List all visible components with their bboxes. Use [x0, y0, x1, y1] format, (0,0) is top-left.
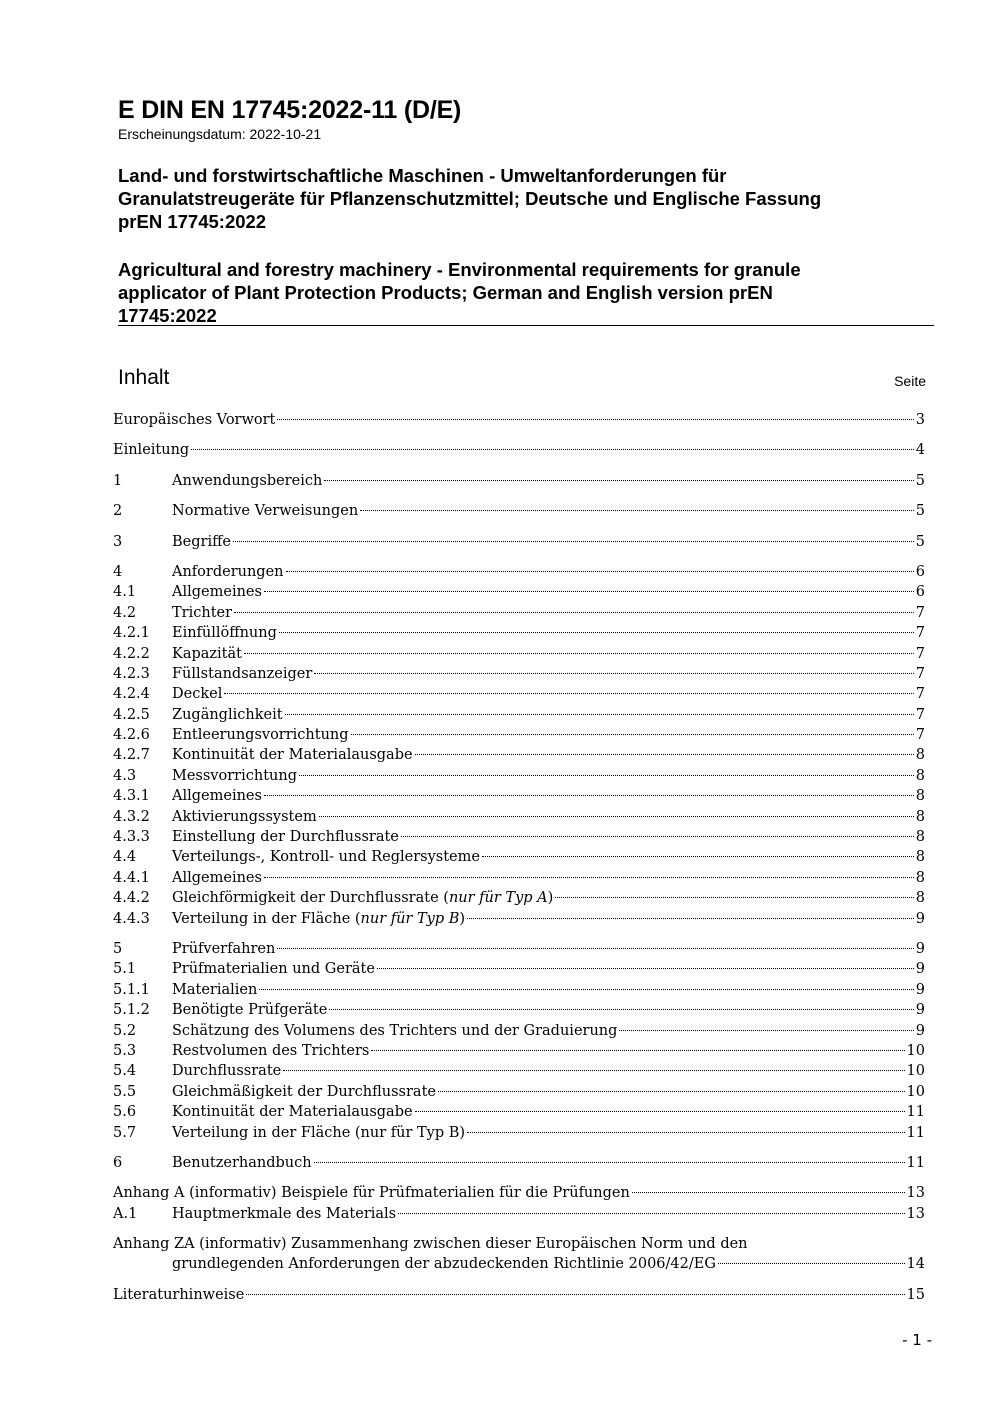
toc-entry-page: 3	[915, 412, 925, 428]
toc-entry-title-text: Prüfverfahren	[172, 940, 276, 957]
toc-entry-title	[172, 705, 283, 725]
toc-dot-leader	[283, 1070, 904, 1071]
toc-dot-leader	[324, 480, 913, 481]
toc-dot-leader	[398, 1213, 904, 1214]
toc-entry-page: 8	[915, 788, 925, 805]
toc-entry-title-text: Gleichförmigkeit der Durchflussrate (	[172, 890, 449, 907]
title-german-line: Land- und forstwirtschaftliche Maschinen - Umweltanforderungen für	[118, 165, 727, 186]
toc-entry-page: 15	[906, 1286, 925, 1303]
toc-entry-title	[172, 888, 553, 908]
toc-entry-title-continuation	[113, 1254, 925, 1274]
toc-entry-number: 6	[113, 1154, 123, 1171]
toc-dot-leader	[259, 989, 913, 990]
toc-entry[interactable]	[113, 1082, 925, 1102]
toc-dot-leader	[467, 1132, 904, 1133]
toc-entry-title	[172, 786, 262, 806]
toc-entry-number: 5.2	[113, 1022, 137, 1039]
toc-entry-title-text: Kontinuität der Materialausgabe	[172, 747, 413, 764]
toc-dot-leader	[264, 591, 914, 592]
title-divider	[118, 325, 934, 326]
toc-dot-leader	[246, 1294, 904, 1295]
toc-entry-title-text: Schätzung des Volumens des Trichters und der Graduierung	[172, 1022, 618, 1039]
toc-entry-number: 3	[113, 533, 123, 550]
toc-entry-title-text: Füllstandsanzeiger	[172, 665, 313, 682]
toc-dot-leader	[438, 1091, 905, 1092]
toc-entry-title	[172, 532, 231, 552]
toc-entry-title-text: Trichter	[172, 604, 233, 621]
title-german	[118, 164, 938, 233]
toc-entry-page: 14	[906, 1256, 925, 1273]
page-number: - 1 -	[902, 1331, 932, 1349]
toc-entry-title	[172, 1041, 369, 1061]
toc-entry-number: 4.4	[113, 849, 137, 866]
toc-entry-page: 13	[906, 1205, 925, 1222]
toc-entry-title	[172, 909, 465, 929]
toc-entry[interactable]	[113, 684, 925, 704]
toc-entry-page: 9	[915, 910, 925, 927]
toc-entry-title-text: Deckel	[172, 686, 223, 703]
toc-dot-leader	[360, 510, 914, 511]
toc-entry-page: 8	[915, 869, 925, 886]
toc-dot-leader	[619, 1030, 913, 1031]
toc-entry[interactable]	[113, 532, 925, 552]
toc-entry-number: 4.2.3	[113, 665, 150, 682]
toc-entry-number: 4.3.2	[113, 808, 150, 825]
toc-entry[interactable]	[113, 909, 925, 929]
toc-dot-leader	[415, 1111, 905, 1112]
toc-entry-title: grundlegenden Anforderungen der abzudeckenden Richtlinie 2006/42/EG	[172, 1256, 716, 1273]
toc-entry-title	[172, 1082, 436, 1102]
toc-entry-title-text: Anforderungen	[172, 563, 284, 580]
toc-entry[interactable]	[113, 582, 925, 602]
toc-entry-number: 4.2.4	[113, 686, 150, 703]
toc-dot-leader	[286, 571, 914, 572]
toc-entry-number: 4.1	[113, 584, 137, 601]
toc-entry-title-text: Einstellung der Durchflussrate	[172, 829, 399, 846]
toc-entry[interactable]	[113, 847, 925, 867]
toc-entry[interactable]	[113, 664, 925, 684]
toc-entry-title-end: )	[459, 910, 466, 927]
toc-entry-page: 8	[915, 829, 925, 846]
toc-entry[interactable]	[113, 1183, 925, 1203]
toc-entry-title-text: Anwendungsbereich	[172, 472, 323, 489]
toc-dot-leader	[224, 693, 913, 694]
toc-entry-title	[172, 603, 232, 623]
toc-dot-leader	[299, 775, 914, 776]
toc-entry-title	[172, 1061, 281, 1081]
toc-entry-number: 4.2.1	[113, 625, 150, 642]
toc-entry-page: 7	[915, 727, 925, 744]
toc-entry-number: 4	[113, 563, 123, 580]
toc-entry-title-text: Restvolumen des Trichters	[172, 1042, 370, 1059]
toc-entry-title-italic: nur für Typ A	[448, 890, 548, 907]
toc-entry-page: 13	[906, 1185, 925, 1202]
toc-entry-number: A.1	[113, 1205, 138, 1222]
toc-entry-page: 7	[915, 686, 925, 703]
toc-entry-number: 5.1.1	[113, 981, 150, 998]
toc-entry-title	[113, 1183, 630, 1203]
toc-dot-leader	[279, 632, 914, 633]
toc-entry-title	[172, 745, 413, 765]
toc-entry[interactable]	[113, 1021, 925, 1041]
toc-entry-title-text: Verteilung in der Fläche (nur für Typ B)	[172, 1124, 466, 1141]
toc-dot-leader	[718, 1263, 905, 1264]
toc-entry-page: 4	[915, 442, 925, 459]
toc-entry-number: 5	[113, 940, 123, 957]
toc-entry-page: 9	[915, 961, 925, 978]
toc-entry-title	[172, 766, 297, 786]
toc-entry[interactable]	[113, 766, 925, 786]
toc-dot-leader	[191, 449, 914, 450]
toc-entry-page: 9	[915, 1002, 925, 1019]
toc-dot-leader	[233, 541, 914, 542]
toc-entry-title	[172, 664, 312, 684]
toc-dot-leader	[285, 714, 914, 715]
toc-entry-title	[172, 623, 277, 643]
toc-entry[interactable]	[113, 786, 925, 806]
toc-dot-leader	[555, 897, 913, 898]
toc-entry[interactable]	[113, 959, 925, 979]
toc-entry-title	[113, 440, 189, 460]
toc-entry-page: 6	[915, 563, 925, 580]
toc-entry-title	[113, 410, 275, 430]
toc-entry[interactable]	[113, 888, 925, 908]
toc-entry[interactable]	[113, 440, 925, 460]
toc-entry-page: 11	[906, 1104, 925, 1121]
toc-entry-number: 5.1	[113, 961, 137, 978]
toc-entry-page: 7	[915, 706, 925, 723]
toc-entry-number: 5.3	[113, 1042, 137, 1059]
toc-entry[interactable]	[113, 939, 925, 959]
toc-entry-page: 7	[915, 604, 925, 621]
toc-entry[interactable]	[113, 827, 925, 847]
toc-dot-leader	[234, 612, 914, 613]
toc-entry-number: 1	[113, 472, 123, 489]
toc-entry-title	[172, 1204, 396, 1224]
toc-entry-title-text: Benötigte Prüfgeräte	[172, 1002, 328, 1019]
toc-entry-title-text: Kapazität	[172, 645, 242, 662]
toc-entry-annex-za[interactable]	[113, 1234, 925, 1275]
toc-entry-number: 4.2	[113, 604, 137, 621]
toc-entry[interactable]	[113, 807, 925, 827]
toc-entry-number: 4.3.3	[113, 829, 150, 846]
title-english	[118, 258, 938, 327]
title-english-line: 17745:2022	[118, 305, 217, 326]
toc-entry-page: 7	[915, 645, 925, 662]
toc-entry-number: 4.2.7	[113, 747, 150, 764]
toc-entry-number: 4.3.1	[113, 788, 150, 805]
toc-entry-title-text: Europäisches Vorwort	[113, 412, 276, 428]
toc-entry-annex-za-wrap	[113, 1234, 925, 1275]
toc-dot-leader	[377, 968, 914, 969]
toc-entry-title-text: Verteilung in der Fläche (	[172, 910, 361, 927]
toc-entry-title	[172, 1123, 465, 1143]
toc-entry-page: 8	[915, 890, 925, 907]
toc-entry-page: 7	[915, 665, 925, 682]
toc-entry-number: 5.1.2	[113, 1002, 150, 1019]
toc-entry-title	[172, 868, 262, 888]
toc-entry-title	[172, 725, 349, 745]
toc-entry-page: 8	[915, 747, 925, 764]
toc-entry-number: 4.3	[113, 767, 137, 784]
toc-entry-title-text: Prüfmaterialien und Geräte	[172, 961, 375, 978]
table-of-contents	[113, 410, 925, 1305]
toc-entry[interactable]	[113, 562, 925, 582]
toc-entry-title-text: Kontinuität der Materialausgabe	[172, 1104, 413, 1121]
toc-entry[interactable]	[113, 1123, 925, 1143]
toc-entry-title	[172, 644, 242, 664]
toc-entry-title: Anhang ZA (informativ) Zusammenhang zwischen dieser Europäischen Norm und den	[113, 1236, 748, 1253]
publication-date: Erscheinungsdatum: 2022-10-21	[118, 126, 322, 142]
toc-entry-number: 4.2.6	[113, 727, 150, 744]
toc-dot-leader	[467, 918, 914, 919]
title-german-line: prEN 17745:2022	[118, 211, 267, 232]
toc-entry-number: 5.4	[113, 1063, 137, 1080]
toc-entry-number: 5.5	[113, 1083, 137, 1100]
title-german-line: Granulatstreugeräte für Pflanzenschutzmittel; Deutsche und Englische Fassung	[118, 188, 822, 209]
toc-dot-leader	[371, 1050, 904, 1051]
toc-entry-title: Literaturhinweise	[113, 1286, 245, 1303]
toc-entry-page: 5	[915, 472, 925, 489]
toc-entry[interactable]	[113, 705, 925, 725]
toc-entry-number: 4.4.2	[113, 890, 150, 907]
toc-dot-leader	[314, 673, 913, 674]
toc-entry-page: 10	[906, 1083, 925, 1100]
title-english-line: applicator of Plant Protection Products; German and English version prEN	[118, 282, 773, 303]
toc-entry-title	[172, 1000, 327, 1020]
toc-entry-title-text: Messvorrichtung	[172, 767, 297, 784]
toc-entry[interactable]	[113, 1061, 925, 1081]
document-id: E DIN EN 17745:2022-11 (D/E)	[118, 96, 462, 124]
toc-entry-page: 9	[915, 940, 925, 957]
toc-entry[interactable]	[113, 1000, 925, 1020]
toc-entry-page: 8	[915, 767, 925, 784]
toc-entry-title-text: Benutzerhandbuch	[172, 1154, 312, 1171]
toc-entry[interactable]	[113, 980, 925, 1000]
toc-entry-page: 8	[915, 849, 925, 866]
toc-entry-title	[172, 980, 257, 1000]
toc-entry[interactable]	[113, 1204, 925, 1224]
toc-dot-leader	[319, 816, 914, 817]
toc-entry-title-text: Begriffe	[172, 533, 231, 550]
toc-entry-title-text: Allgemeines	[172, 788, 262, 805]
toc-dot-leader	[277, 419, 913, 420]
toc-entry-page: 7	[915, 625, 925, 642]
toc-entry-number: 4.4.1	[113, 869, 150, 886]
toc-dot-leader	[314, 1162, 905, 1163]
toc-entry-number: 4.4.3	[113, 910, 150, 927]
toc-heading: Inhalt	[118, 366, 170, 389]
toc-entry-page: 5	[915, 503, 925, 520]
toc-entry-title-text: Verteilungs-, Kontroll- und Reglersysteme	[172, 849, 480, 866]
toc-entry-number: 5.7	[113, 1124, 137, 1141]
toc-dot-leader	[264, 795, 914, 796]
toc-entry-title	[172, 1153, 312, 1173]
toc-entry[interactable]	[113, 501, 925, 521]
toc-entry-title	[172, 807, 317, 827]
toc-dot-leader	[244, 653, 914, 654]
toc-entry[interactable]	[113, 1102, 925, 1122]
toc-entry[interactable]	[113, 725, 925, 745]
toc-entry-title-text: Allgemeines	[172, 869, 262, 886]
toc-entry-title	[172, 471, 322, 491]
toc-entry-title-text: Anhang A (informativ) Beispiele für Prüfmaterialien für die Prüfungen	[113, 1185, 630, 1202]
toc-dot-leader	[329, 1009, 913, 1010]
toc-entry-title	[172, 582, 262, 602]
toc-dot-leader	[401, 836, 914, 837]
toc-entry-number: 4.2.2	[113, 645, 150, 662]
toc-dot-leader	[632, 1192, 905, 1193]
toc-entry-title-italic: nur für Typ B	[360, 910, 460, 927]
toc-entry[interactable]	[113, 623, 925, 643]
toc-entry-title	[172, 1102, 413, 1122]
toc-entry-page: 11	[906, 1124, 925, 1141]
toc-entry-title	[172, 1021, 617, 1041]
toc-dot-leader	[415, 754, 914, 755]
toc-entry[interactable]	[113, 603, 925, 623]
toc-entry[interactable]	[113, 471, 925, 491]
toc-entry-title	[172, 939, 275, 959]
toc-dot-leader	[264, 877, 914, 878]
toc-entry-page: 10	[906, 1042, 925, 1059]
toc-entry[interactable]	[113, 1041, 925, 1061]
toc-dot-leader	[482, 856, 914, 857]
toc-entry[interactable]	[113, 1153, 925, 1173]
toc-entry-number: 5.6	[113, 1104, 137, 1121]
toc-entry[interactable]	[113, 410, 925, 430]
toc-entry-title-text: Normative Verweisungen	[172, 503, 359, 520]
toc-entry-page: 11	[906, 1154, 925, 1171]
toc-entry-page: 9	[915, 981, 925, 998]
toc-entry-number: 2	[113, 503, 123, 520]
toc-entry-title	[172, 562, 284, 582]
toc-entry-page: 10	[906, 1063, 925, 1080]
toc-entry-page: 5	[915, 533, 925, 550]
toc-entry-title-text: Einleitung	[113, 442, 190, 459]
toc-entry-page: 6	[915, 584, 925, 601]
toc-dot-leader	[277, 948, 913, 949]
toc-entry-title-text: Aktivierungssystem	[172, 808, 317, 825]
toc-entry-page: 8	[915, 808, 925, 825]
toc-entry-title	[172, 847, 480, 867]
toc-entry-title	[172, 684, 222, 704]
toc-page-column-label: Seite	[894, 373, 926, 389]
toc-entry[interactable]	[113, 644, 925, 664]
toc-entry-number: 4.2.5	[113, 706, 150, 723]
toc-entry-title-text: Allgemeines	[172, 584, 262, 601]
toc-entry-page: 9	[915, 1022, 925, 1039]
toc-entry-title	[172, 501, 358, 521]
toc-entry-title-text: Hauptmerkmale des Materials	[172, 1205, 397, 1222]
toc-entry[interactable]	[113, 745, 925, 765]
toc-entry-bibliography[interactable]	[113, 1285, 925, 1305]
title-english-line: Agricultural and forestry machinery - Environmental requirements for granule	[118, 259, 801, 280]
toc-entry-title	[172, 959, 375, 979]
toc-entry[interactable]	[113, 868, 925, 888]
toc-entry-title-text: Durchflussrate	[172, 1063, 282, 1080]
toc-entry-title-text: Materialien	[172, 981, 258, 998]
toc-dot-leader	[351, 734, 914, 735]
toc-entry-title-text: Einfüllöffnung	[172, 625, 277, 642]
toc-entry-title	[172, 827, 399, 847]
toc-entry-title-end: )	[547, 890, 554, 907]
toc-entry-title-text: Gleichmäßigkeit der Durchflussrate	[172, 1083, 436, 1100]
toc-entry-title-text: Entleerungsvorrichtung	[172, 727, 349, 744]
toc-entry-title-text: Zugänglichkeit	[172, 706, 283, 723]
